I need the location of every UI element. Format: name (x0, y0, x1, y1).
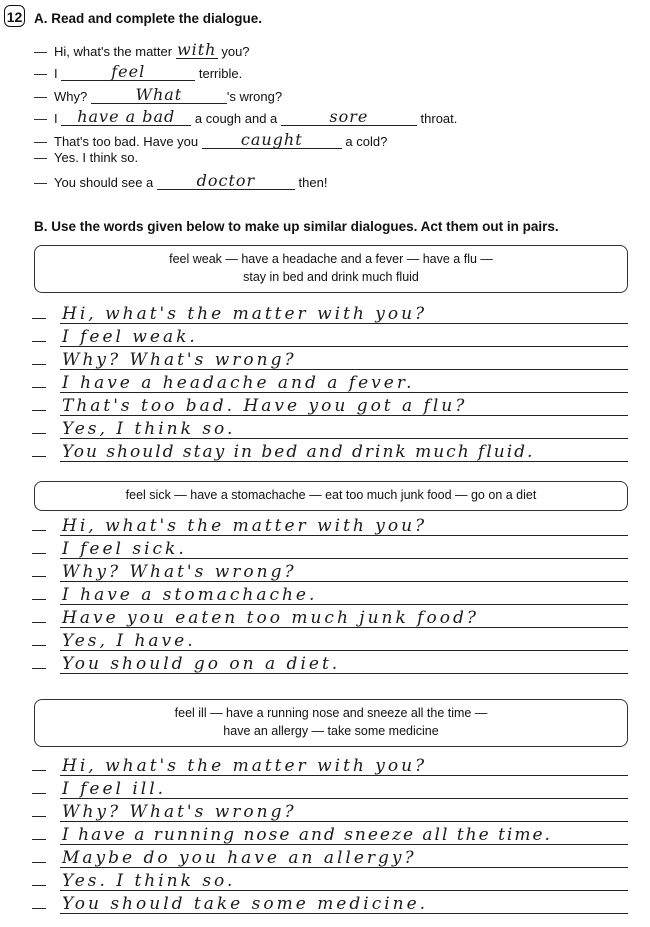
answer-line[interactable]: — Hi, what's the matter with you? (32, 517, 628, 539)
section-a-title: A. Read and complete the dialogue. (34, 11, 263, 26)
dialogue-line: — Hi, what's the matter with you? (34, 40, 250, 59)
dialogue-line: — Why? What 's wrong? (34, 85, 283, 104)
answer-blank[interactable]: What (91, 87, 227, 104)
answer-blank[interactable]: sore (281, 109, 417, 126)
answer-blank[interactable]: caught (202, 132, 342, 149)
answer-line[interactable]: — Why? What's wrong? (32, 563, 628, 585)
dialogue-line: — That's too bad. Have you caught a cold? (34, 130, 388, 149)
section-b-title: B. Use the words given below to make up similar dialogues. Act them out in pairs. (34, 219, 559, 234)
prompt-box-3: feel ill — have a running nose and sneeze all the time — have an allergy — take some medicine (34, 699, 628, 747)
prompt-box-1: feel weak — have a headache and a fever — have a flu — stay in bed and drink much fluid (34, 245, 628, 293)
answer-line[interactable]: — Yes, I have. (32, 632, 628, 654)
answer-line[interactable]: — I have a running nose and sneeze all the time. (32, 826, 628, 848)
answer-line[interactable]: — You should take some medicine. (32, 895, 628, 917)
answer-blank[interactable]: doctor (157, 173, 295, 190)
answer-line[interactable]: — Have you eaten too much junk food? (32, 609, 628, 631)
answer-line[interactable]: — I have a stomachache. (32, 586, 628, 608)
answer-line[interactable]: — I feel sick. (32, 540, 628, 562)
answer-line[interactable]: — Maybe do you have an allergy? (32, 849, 628, 871)
answer-line[interactable]: — You should go on a diet. (32, 655, 628, 677)
answer-line[interactable]: — Yes. I think so. (32, 872, 628, 894)
answer-line[interactable]: — I feel ill. (32, 780, 628, 802)
dialogue-line: — I feel terrible. (34, 62, 243, 81)
answer-line[interactable]: — Hi, what's the matter with you? (32, 757, 628, 779)
answer-line[interactable]: — Yes, I think so. (32, 420, 628, 442)
answer-blank[interactable]: have a bad (61, 109, 191, 126)
dialogue-line: — I have a bad a cough and a sore throat. (34, 107, 458, 126)
answer-line[interactable]: — Hi, what's the matter with you? (32, 305, 628, 327)
task-number: 12 (4, 5, 25, 27)
answer-line[interactable]: — That's too bad. Have you got a flu? (32, 397, 628, 419)
answer-line[interactable]: — You should stay in bed and drink much fluid. (32, 443, 628, 465)
answer-line[interactable]: — I feel weak. (32, 328, 628, 350)
answer-line[interactable]: — I have a headache and a fever. (32, 374, 628, 396)
prompt-box-2: feel sick — have a stomachache — eat too much junk food — go on a diet (34, 481, 628, 511)
dialogue-line: — Yes. I think so. (34, 150, 139, 165)
answer-line[interactable]: — Why? What's wrong? (32, 351, 628, 373)
answer-line[interactable]: — Why? What's wrong? (32, 803, 628, 825)
answer-blank[interactable]: with (176, 40, 217, 59)
answer-blank[interactable]: feel (61, 64, 195, 81)
dialogue-line: — You should see a doctor then! (34, 171, 328, 190)
